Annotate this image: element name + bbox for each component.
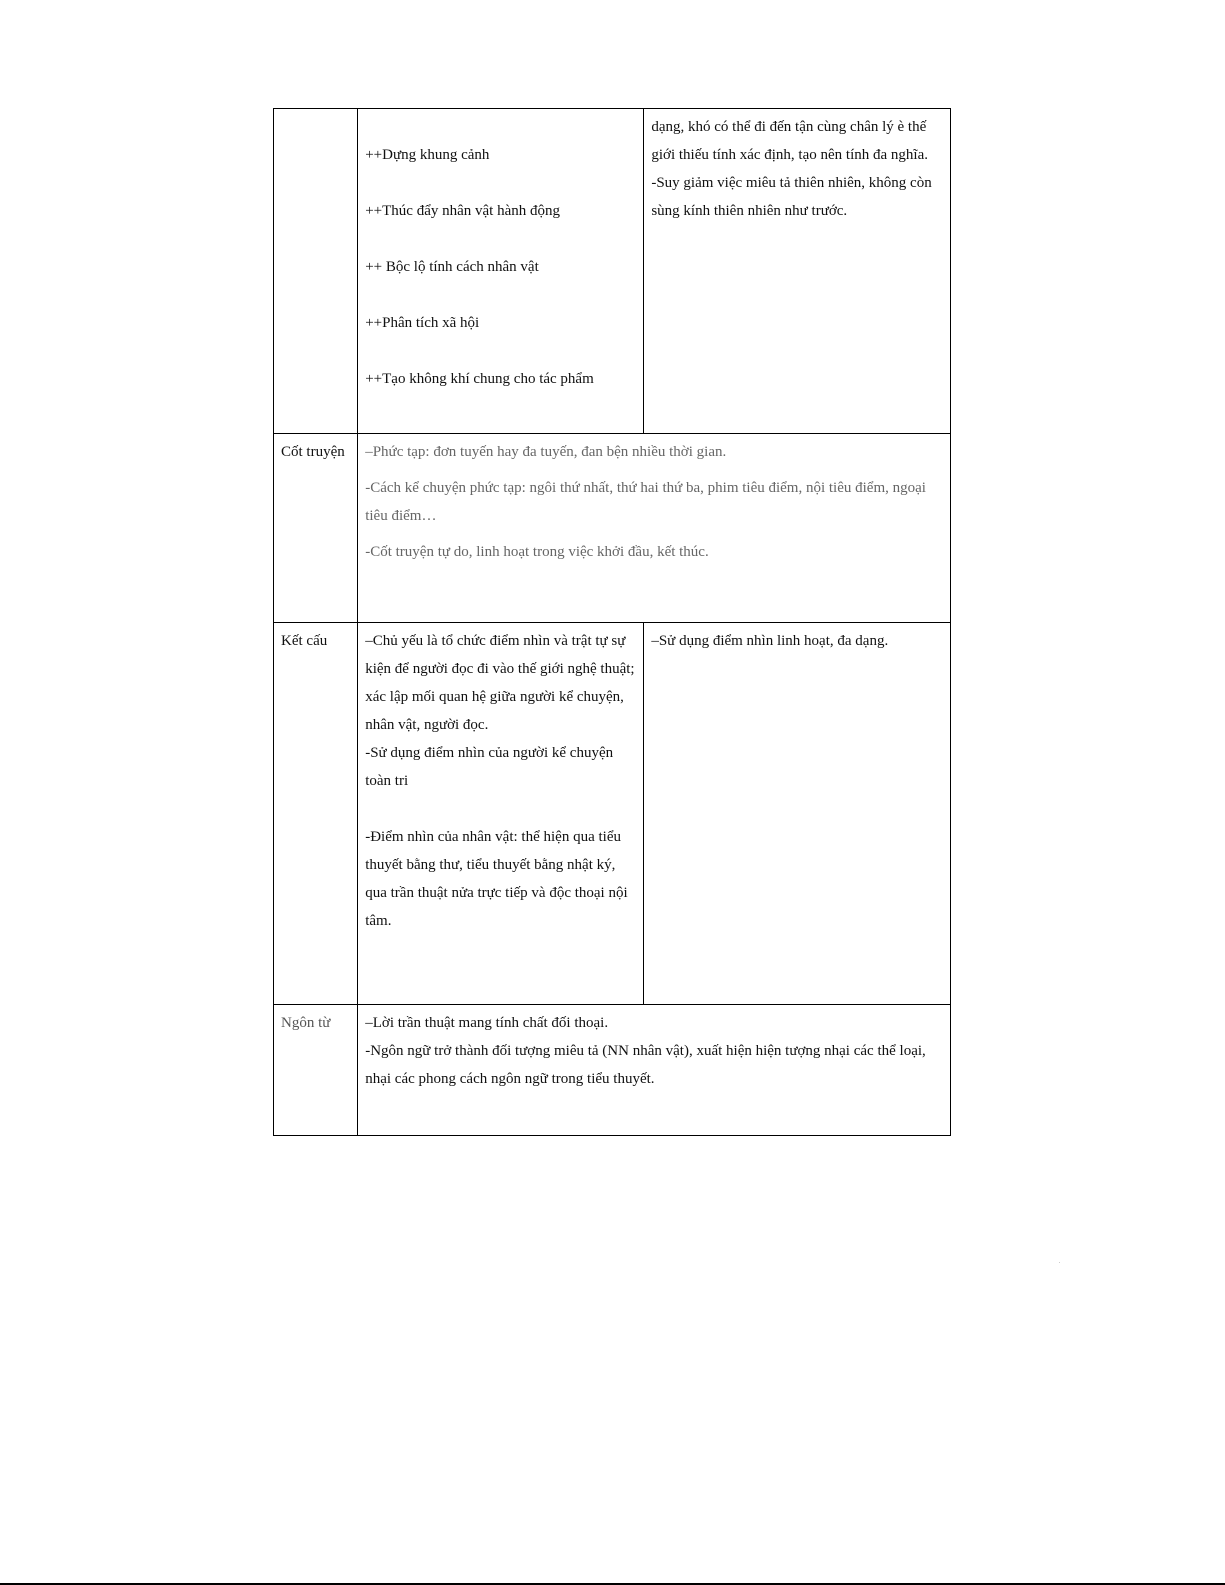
speck: [1059, 1262, 1060, 1263]
list-item: ++Dựng khung cảnh: [365, 147, 490, 163]
paragraph: -Ngôn ngữ trở thành đối tượng miêu tả (NN nhân vật), xuất hiện hiện tượng nhại các thể loại, nhại các phong cách ngôn ngữ trong tiểu thuyết.: [365, 1043, 926, 1087]
paragraph: -Cốt truyện tự do, linh hoạt trong việc khởi đầu, kết thúc.: [365, 544, 709, 560]
right-cell: [644, 109, 951, 434]
row-label-cell: Kết cấu: [274, 623, 358, 1005]
middle-cell: [358, 623, 644, 1005]
right-cell: [644, 623, 951, 1005]
middle-cell: [358, 109, 644, 434]
paragraph: –Phức tạp: đơn tuyến hay đa tuyến, đan bện nhiều thời gian.: [365, 444, 727, 460]
paragraph: -Điểm nhìn của nhân vật: thể hiện qua tiểu thuyết bằng thư, tiểu thuyết bằng nhật ký, qua trần thuật nửa trực tiếp và độc thoại nội tâm.: [365, 829, 628, 929]
merged-cell: [358, 1005, 951, 1136]
list-item: ++Thúc đẩy nhân vật hành động: [365, 203, 561, 219]
merged-cell: [358, 434, 951, 623]
table-row: [274, 623, 951, 1005]
paragraph: dạng, khó có thể đi đến tận cùng chân lý è thế giới thiếu tính xác định, tạo nên tính đa nghĩa.: [651, 119, 928, 163]
row-label-cell: Ngôn từ: [274, 1005, 358, 1136]
paragraph: –Sử dụng điểm nhìn linh hoạt, đa dạng.: [651, 633, 889, 649]
list-item: ++ Bộc lộ tính cách nhân vật: [365, 259, 539, 275]
paragraph: –Chủ yếu là tổ chức điểm nhìn và trật tự sự kiện để người đọc đi vào thế giới nghệ thuật; xác lập mối quan hệ giữa người kể chuyện, nhân vật, người đọc.: [365, 633, 635, 733]
list-item: ++Phân tích xã hội: [365, 315, 480, 331]
table-row: [274, 434, 951, 623]
paragraph: -Sử dụng điểm nhìn của người kể chuyện toàn tri: [365, 745, 614, 789]
row-label-cell: [274, 109, 358, 434]
row-label-cell: Cốt truyện: [274, 434, 358, 623]
comparison-table: [273, 108, 951, 1136]
paragraph: -Cách kể chuyện phức tạp: ngôi thứ nhất, thứ hai thứ ba, phim tiêu điểm, nội tiêu điểm, ngoại tiêu điểm…: [365, 480, 926, 524]
table-row: [274, 109, 951, 434]
paragraph: –Lời trần thuật mang tính chất đối thoại.: [365, 1015, 609, 1031]
list-item: ++Tạo không khí chung cho tác phẩm: [365, 371, 594, 387]
table-row: [274, 1005, 951, 1136]
paragraph: -Suy giảm việc miêu tả thiên nhiên, không còn sùng kính thiên nhiên như trước.: [651, 175, 932, 219]
